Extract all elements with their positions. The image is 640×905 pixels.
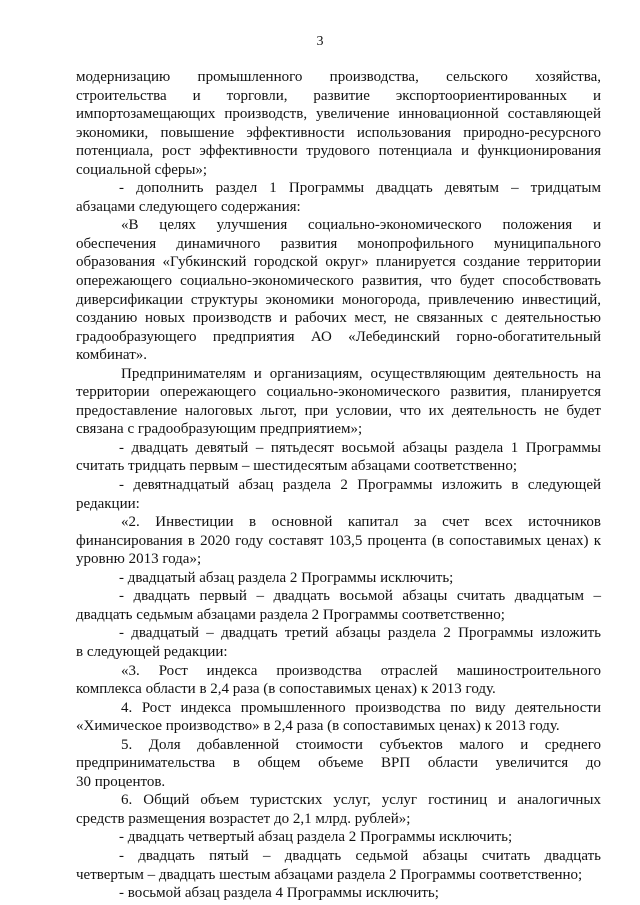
text-line: средств размещения возрастет до 2,1 млрд. рублей»; — [76, 810, 411, 827]
page-number: 3 — [316, 34, 324, 49]
text-line: опережающего социально-экономического развития, что будет способствовать — [76, 273, 601, 290]
text-line: 4. Рост индекса промышленного производства по виду деятельности — [121, 699, 601, 716]
text-line: строительства и торговли, развитие экспортоориентированных и — [76, 87, 601, 104]
text-line: 5. Доля добавленной стоимости субъектов малого и среднего — [121, 736, 601, 753]
text-line: - восьмой абзац раздела 4 Программы исключить; — [119, 885, 439, 902]
text-line: - девятнадцатый абзац раздела 2 Программы изложить в следующей — [119, 477, 601, 494]
text-line: - двадцать четвертый абзац раздела 2 Программы исключить; — [119, 829, 513, 846]
text-line: 6. Общий объем туристских услуг, услуг гостиниц и аналогичных — [121, 792, 601, 809]
text-line: «2. Инвестиции в основной капитал за счет всех источников — [121, 514, 601, 531]
text-line: - двадцать первый – двадцать восьмой абзацы считать двадцатым – — [119, 588, 601, 605]
text-line: - дополнить раздел 1 Программы двадцать девятым – тридцатым — [119, 180, 601, 197]
text-line: двадцать седьмым абзацами раздела 2 Программы соответственно; — [76, 606, 505, 623]
text-line: - двадцать пятый – двадцать седьмой абзацы считать двадцать — [119, 847, 601, 864]
text-line: связана с градообразующим предприятием»; — [76, 421, 363, 438]
text-line: предпринимательства в общем объеме ВРП области увеличится до — [76, 755, 601, 772]
text-line: социальной сферы»; — [76, 161, 208, 178]
text-line: территории опережающего социально-экономического развития, планируется — [76, 384, 601, 401]
text-line: в следующей редакции: — [76, 643, 228, 660]
text-line: - двадцатый абзац раздела 2 Программы исключить; — [119, 569, 454, 586]
text-line: - двадцать девятый – пятьдесят восьмой абзацы раздела 1 Программы — [119, 439, 601, 456]
text-line: комбинат». — [76, 347, 147, 364]
text-line: градообразующего предприятия АО «Лебединский горно-обогатительный — [76, 328, 601, 345]
text-line: финансирования в 2020 году составят 103,5 процента (в сопоставимых ценах) к — [76, 532, 601, 549]
text-line: «В целях улучшения социально-экономического положения и — [121, 217, 601, 234]
text-line: абзацами следующего содержания: — [76, 198, 301, 215]
text-line: комплекса области в 2,4 раза (в сопоставимых ценах) к 2013 году. — [76, 681, 496, 698]
text-line: считать тридцать первым – шестидесятым абзацами соответственно; — [76, 458, 517, 475]
text-line: - двадцатый – двадцать третий абзацы раздела 2 Программы изложить — [119, 625, 601, 642]
text-line: импортозамещающих производств, увеличение инновационной составляющей — [76, 106, 601, 123]
text-line: «Химическое производство» в 2,4 раза (в сопоставимых ценах) к 2013 году. — [76, 718, 560, 735]
text-line: созданию новых производств и рабочих мест, не связанных с деятельностью — [76, 310, 601, 327]
text-line: обеспечения динамичного развития монопрофильного муниципального — [76, 235, 601, 252]
text-line: четвертым – двадцать шестым абзацами раздела 2 Программы соответственно; — [76, 866, 583, 883]
text-line: предоставление налоговых льгот, при условии, что их деятельность не будет — [76, 402, 601, 419]
text-line: модернизацию промышленного производства, сельского хозяйства, — [76, 69, 601, 85]
text-line: диверсификации структуры экономики моногорода, привлечению инвестиций, — [76, 291, 601, 308]
text-line: «3. Рост индекса производства отраслей машиностроительного — [121, 662, 601, 679]
text-line: образования «Губкинский городской округ» планируется создание территории — [76, 254, 601, 271]
document-body — [76, 68, 601, 903]
text-line: экономики, повышение эффективности использования природно-ресурсного — [76, 124, 601, 141]
text-line: редакции: — [76, 495, 140, 512]
text-line: Предпринимателям и организациям, осуществляющим деятельность на — [121, 365, 601, 382]
text-line: уровню 2013 года»; — [76, 551, 202, 568]
text-line: потенциала, рост эффективности трудового потенциала и функционирования — [76, 143, 601, 160]
text-line: 30 процентов. — [76, 773, 166, 790]
